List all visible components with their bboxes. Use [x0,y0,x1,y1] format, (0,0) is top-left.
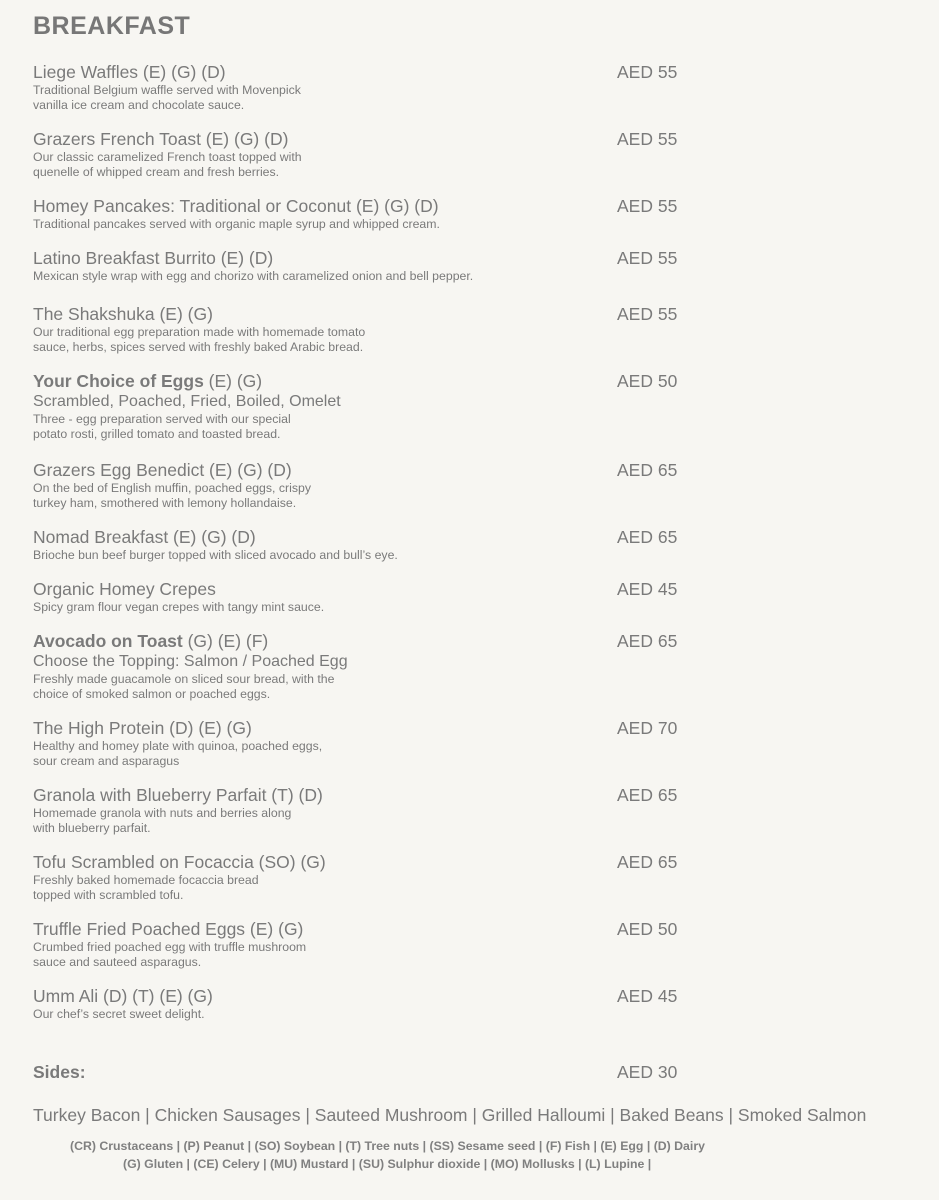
item-desc-line: sauce, herbs, spices served with freshly baked Arabic bread. [33,340,364,354]
item-name: Granola with Blueberry Parfait (T) (D) [33,785,323,805]
item-name: Latino Breakfast Burrito (E) (D) [33,248,274,268]
item-price: AED 65 [617,852,678,872]
item-name-allergens: (E) (G) [203,371,263,391]
item-name-allergens: (G) (E) (F) [182,631,269,651]
item-price: AED 50 [617,371,678,391]
item-desc-line: Crumbed fried poached egg with truffle mushroom [33,940,307,954]
item-desc-line: Freshly baked homemade focaccia bread [33,873,259,887]
item-price: AED 45 [617,986,678,1006]
item-desc-line: Traditional pancakes served with organic maple syrup and whipped cream. [33,217,440,231]
item-price: AED 65 [617,460,678,480]
item-desc-line: Healthy and homey plate with quinoa, poached eggs, [33,739,323,753]
item-price: AED 65 [617,527,678,547]
item-name: Grazers Egg Benedict (E) (G) (D) [33,460,292,480]
item-name: Homey Pancakes: Traditional or Coconut (E) (G) (D) [33,196,439,216]
menu-item [33,129,893,180]
menu-item [33,62,893,113]
menu-item [33,196,893,232]
item-price: AED 55 [617,248,678,268]
item-price: AED 65 [617,631,678,651]
menu-item [33,527,893,563]
menu-item [33,785,893,836]
item-price: AED 50 [617,919,678,939]
item-name: Tofu Scrambled on Focaccia (SO) (G) [33,852,326,872]
item-name: Umm Ali (D) (T) (E) (G) [33,986,213,1006]
item-desc-line: choice of smoked salmon or poached eggs. [33,687,271,701]
menu-item [33,986,893,1022]
item-desc-line: Our classic caramelized French toast topped with [33,150,302,164]
item-desc-line: turkey ham, smothered with lemony hollandaise. [33,496,297,510]
item-desc-line: Brioche bun beef burger topped with sliced avocado and bull’s eye. [33,548,398,562]
menu-item [33,718,893,769]
item-name [33,631,893,652]
item-desc-line: Three - egg preparation served with our special [33,412,291,426]
item-desc-line: sour cream and asparagus [33,754,180,768]
item-name: The Shakshuka (E) (G) [33,304,213,324]
item-options: Scrambled, Poached, Fried, Boiled, Omelet [33,393,341,410]
menu-item [33,631,893,702]
item-desc-line: potato rosti, grilled tomato and toasted bread. [33,427,281,441]
item-desc-line: topped with scrambled tofu. [33,888,184,902]
item-name-bold: Avocado on Toast [33,631,183,651]
item-name: Organic Homey Crepes [33,579,216,599]
item-desc-line: Traditional Belgium waffle served with Movenpick [33,83,301,97]
item-desc-line: Our chef’s secret sweet delight. [33,1007,205,1021]
item-desc-line: Homemade granola with nuts and berries along [33,806,292,820]
allergen-legend-line: (G) Gluten | (CE) Celery | (MU) Mustard | (SU) Sulphur dioxide | (MO) Mollusks | (L) Lupine | [123,1157,652,1171]
page-title: BREAKFAST [33,12,191,40]
item-desc-line: Spicy gram flour vegan crepes with tangy mint sauce. [33,600,325,614]
sides-price: AED 30 [617,1062,678,1082]
sides-list: Turkey Bacon | Chicken Sausages | Sauteed Mushroom | Grilled Halloumi | Baked Beans | Smoked Salmon [33,1105,867,1125]
item-desc-line: Freshly made guacamole on sliced sour bread, with the [33,672,335,686]
item-name [33,371,893,392]
item-desc-line: On the bed of English muffin, poached eggs, crispy [33,481,311,495]
item-price: AED 70 [617,718,678,738]
menu-item [33,248,893,284]
item-desc-line: Mexican style wrap with egg and chorizo with caramelized onion and bell pepper. [33,269,474,283]
item-price: AED 55 [617,62,678,82]
allergen-legend-line: (CR) Crustaceans | (P) Peanut | (SO) Soybean | (T) Tree nuts | (SS) Sesame seed | (F) Fish | (E) Egg | (D) Dairy [70,1139,705,1153]
item-name: Nomad Breakfast (E) (G) (D) [33,527,256,547]
item-desc-line: Our traditional egg preparation made with homemade tomato [33,325,366,339]
menu-item [33,579,893,615]
menu-item [33,304,893,355]
menu-item [33,852,893,903]
menu-item [33,460,893,511]
item-name: Grazers French Toast (E) (G) (D) [33,129,289,149]
item-price: AED 55 [617,129,678,149]
item-name-bold: Your Choice of Eggs [33,371,204,391]
item-price: AED 55 [617,196,678,216]
item-price: AED 45 [617,579,678,599]
item-name: Truffle Fried Poached Eggs (E) (G) [33,919,304,939]
item-name: The High Protein (D) (E) (G) [33,718,252,738]
item-desc-line: sauce and sauteed asparagus. [33,955,202,969]
item-price: AED 55 [617,304,678,324]
menu-item [33,919,893,970]
menu-item [33,371,893,442]
item-desc-line: with blueberry parfait. [33,821,151,835]
item-name: Liege Waffles (E) (G) (D) [33,62,226,82]
item-desc-line: vanilla ice cream and chocolate sauce. [33,98,245,112]
item-price: AED 65 [617,785,678,805]
sides-label: Sides: [33,1062,86,1082]
item-options: Choose the Topping: Salmon / Poached Egg [33,653,348,670]
item-desc-line: quenelle of whipped cream and fresh berries. [33,165,280,179]
